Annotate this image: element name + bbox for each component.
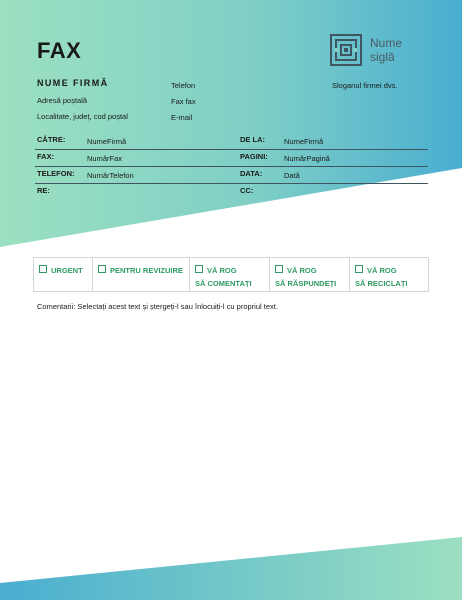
company-fax: Fax fax <box>171 97 196 106</box>
divider <box>35 149 428 150</box>
fax-value[interactable]: NumărFax <box>87 154 123 163</box>
option-label: URGENT <box>51 266 83 275</box>
option-recycle[interactable] <box>350 258 428 291</box>
option-urgent[interactable] <box>34 258 93 291</box>
address-line1: Adresă poștală <box>37 96 88 105</box>
company-email: E-mail <box>171 113 193 122</box>
to-value[interactable]: NumeFirmă <box>87 137 127 146</box>
checkbox-icon[interactable] <box>275 265 283 273</box>
option-review[interactable] <box>93 258 190 291</box>
option-label-line2: SĂ RĂSPUNDEȚI <box>275 279 337 288</box>
divider <box>35 166 428 167</box>
checkbox-icon[interactable] <box>98 265 106 273</box>
to-label: CĂTRE: <box>37 135 66 144</box>
phone-label: TELEFON: <box>37 169 75 178</box>
fax-label: FAX: <box>37 152 55 161</box>
re-label: RE: <box>37 186 50 195</box>
date-value[interactable]: Dată <box>284 171 300 180</box>
company-slogan: Sloganul firmei dvs. <box>332 81 398 90</box>
fax-title: FAX <box>37 38 82 63</box>
logo-text <box>370 36 402 64</box>
pages-value[interactable]: NumărPagină <box>284 154 330 163</box>
divider <box>35 183 428 184</box>
options-row <box>33 257 429 292</box>
logo-icon <box>330 34 362 66</box>
phone-value[interactable]: NumărTelefon <box>87 171 134 180</box>
date-label: DATA: <box>240 169 263 178</box>
address-line2: Localitate, județ, cod poștal <box>37 112 128 121</box>
from-label: DE LA: <box>240 135 265 144</box>
comments-text[interactable]: Comentarii: Selectați acest text și ștergeți-l sau înlocuiți-l cu propriul text. <box>37 302 278 311</box>
pages-label: PAGINI: <box>240 152 268 161</box>
from-value[interactable]: NumeFirmă <box>284 137 324 146</box>
checkbox-icon[interactable] <box>39 265 47 273</box>
option-label-line2: SĂ RECICLAȚI <box>355 279 408 288</box>
option-label: VĂ ROG <box>287 266 317 275</box>
company-name: NUME FIRMĂ <box>37 78 109 88</box>
checkbox-icon[interactable] <box>355 265 363 273</box>
option-label: VĂ ROG <box>367 266 397 275</box>
logo-text-line1: Nume <box>370 36 403 50</box>
option-comment[interactable] <box>190 258 270 291</box>
cc-label: CC: <box>240 186 254 195</box>
option-label: VĂ ROG <box>207 266 237 275</box>
option-label: PENTRU REVIZUIRE <box>110 266 183 275</box>
company-phone: Telefon <box>171 81 196 90</box>
logo-text-line2: siglă <box>370 50 395 64</box>
option-reply[interactable] <box>270 258 350 291</box>
checkbox-icon[interactable] <box>195 265 203 273</box>
option-label-line2: SĂ COMENTAȚI <box>195 279 252 288</box>
